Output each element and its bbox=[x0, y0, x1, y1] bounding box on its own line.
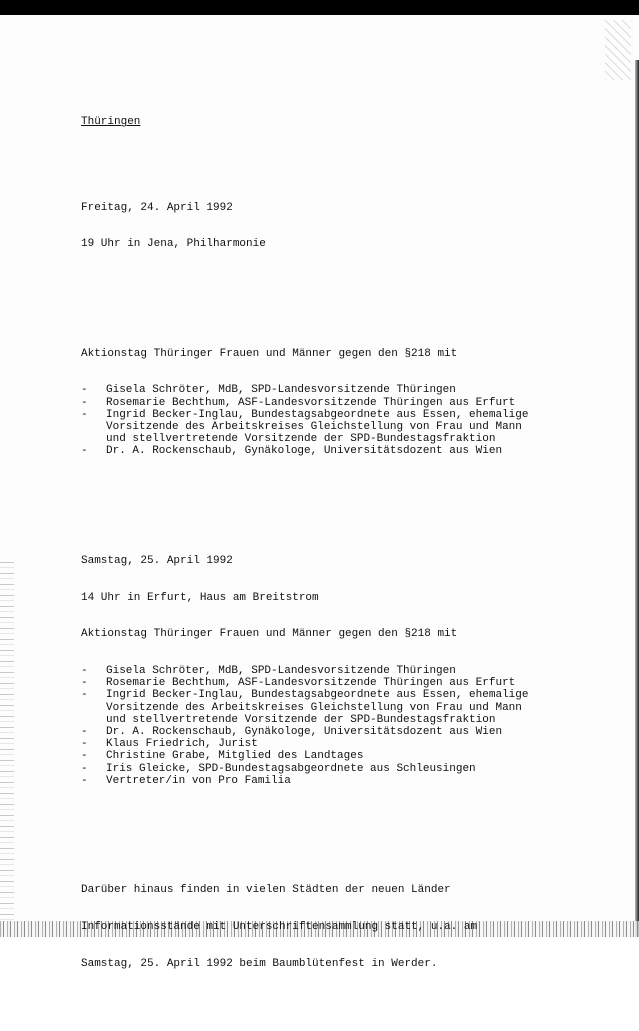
participant-item bbox=[81, 665, 581, 677]
participant-text bbox=[106, 677, 515, 689]
bullet-dash: - bbox=[81, 384, 88, 397]
bullet-dash: - bbox=[81, 677, 88, 690]
participant-text bbox=[106, 763, 476, 775]
bullet-dash: - bbox=[81, 774, 88, 787]
scan-corner-noise bbox=[605, 20, 631, 80]
participant-item bbox=[81, 384, 581, 396]
participant-item bbox=[81, 763, 581, 775]
bullet-dash: - bbox=[81, 750, 88, 763]
event-date: Freitag, 24. April 1992 bbox=[81, 201, 233, 214]
participant-list bbox=[81, 384, 581, 457]
participant-line: Vertreter/in von Pro Familia bbox=[106, 774, 291, 787]
participant-text bbox=[106, 665, 456, 677]
participant-line: Gisela Schröter, MdB, SPD-Landesvorsitzende Thüringen bbox=[106, 384, 456, 397]
bullet-dash: - bbox=[81, 445, 88, 458]
participant-text bbox=[106, 775, 291, 787]
participant-line: Dr. A. Rockenschaub, Gynäkologe, Universitätsdozent aus Wien bbox=[106, 445, 503, 458]
section-heading: Thüringen bbox=[81, 116, 141, 129]
participant-item bbox=[81, 677, 581, 689]
participant-item bbox=[81, 397, 581, 409]
participant-text bbox=[106, 738, 258, 750]
participant-line: Christine Grabe, Mitglied des Landtages bbox=[106, 750, 364, 763]
participant-text bbox=[106, 726, 502, 738]
closing-paragraph bbox=[81, 860, 581, 994]
participant-text bbox=[106, 409, 528, 446]
participant-text bbox=[106, 397, 515, 409]
participant-text bbox=[106, 445, 502, 457]
participant-line: Vorsitzende des Arbeitskreises Gleichstellung von Frau und Mann bbox=[106, 421, 522, 434]
bullet-dash: - bbox=[81, 689, 88, 702]
participant-item bbox=[81, 445, 581, 457]
participant-line: Ingrid Becker-Inglau, Bundestagsabgeordnete aus Essen, ehemalige bbox=[106, 408, 529, 421]
participant-item bbox=[81, 775, 581, 787]
bullet-dash: - bbox=[81, 664, 88, 677]
bullet-dash: - bbox=[81, 396, 88, 409]
closing-line: Informationsstände mit Unterschriftensammlung statt, u.a. am bbox=[81, 921, 478, 933]
event-date: Samstag, 25. April 1992 bbox=[81, 555, 233, 568]
participant-line: Klaus Friedrich, Jurist bbox=[106, 738, 258, 751]
participant-line: und stellvertretende Vorsitzende der SPD-Bundestagsfraktion bbox=[106, 433, 496, 446]
bullet-dash: - bbox=[81, 408, 88, 421]
event-place: 14 Uhr in Erfurt, Haus am Breitstrom bbox=[81, 591, 319, 604]
participant-text bbox=[106, 689, 528, 726]
bullet-dash: - bbox=[81, 738, 88, 751]
event-title: Aktionstag Thüringer Frauen und Männer gegen den §218 mit bbox=[81, 347, 458, 360]
participant-item bbox=[81, 750, 581, 762]
bullet-dash: - bbox=[81, 762, 88, 775]
participant-line: und stellvertretende Vorsitzende der SPD-Bundestagsfraktion bbox=[106, 713, 496, 726]
participant-item bbox=[81, 409, 581, 446]
event-place: 19 Uhr in Jena, Philharmonie bbox=[81, 238, 266, 251]
participant-line: Rosemarie Bechthum, ASF-Landesvorsitzende Thüringen aus Erfurt bbox=[106, 396, 516, 409]
participant-item bbox=[81, 726, 581, 738]
participant-item bbox=[81, 689, 581, 726]
participant-list bbox=[81, 665, 581, 787]
participant-item bbox=[81, 738, 581, 750]
participant-line: Ingrid Becker-Inglau, Bundestagsabgeordnete aus Essen, ehemalige bbox=[106, 689, 529, 702]
event-saturday bbox=[81, 531, 581, 812]
participant-line: Iris Gleicke, SPD-Bundestagsabgeordnete aus Schleusingen bbox=[106, 762, 476, 775]
scan-right-edge bbox=[635, 60, 639, 937]
participant-text bbox=[106, 750, 363, 762]
closing-line: Darüber hinaus finden in vielen Städten der neuen Länder bbox=[81, 884, 451, 897]
document-body bbox=[81, 92, 581, 1031]
event-friday bbox=[81, 177, 581, 275]
scan-top-border bbox=[0, 0, 639, 15]
participant-line: Gisela Schröter, MdB, SPD-Landesvorsitzende Thüringen bbox=[106, 664, 456, 677]
bullet-dash: - bbox=[81, 725, 88, 738]
participant-line: Rosemarie Bechthum, ASF-Landesvorsitzende Thüringen aus Erfurt bbox=[106, 677, 516, 690]
event-title: Aktionstag Thüringer Frauen und Männer gegen den §218 mit bbox=[81, 628, 458, 641]
participant-text bbox=[106, 384, 456, 396]
participant-line: Vorsitzende des Arbeitskreises Gleichstellung von Frau und Mann bbox=[106, 701, 522, 714]
scan-left-noise bbox=[0, 560, 14, 920]
closing-line: Samstag, 25. April 1992 beim Baumblütenfest in Werder. bbox=[81, 957, 438, 970]
participant-line: Dr. A. Rockenschaub, Gynäkologe, Universitätsdozent aus Wien bbox=[106, 725, 503, 738]
event-friday-participants bbox=[81, 323, 581, 482]
